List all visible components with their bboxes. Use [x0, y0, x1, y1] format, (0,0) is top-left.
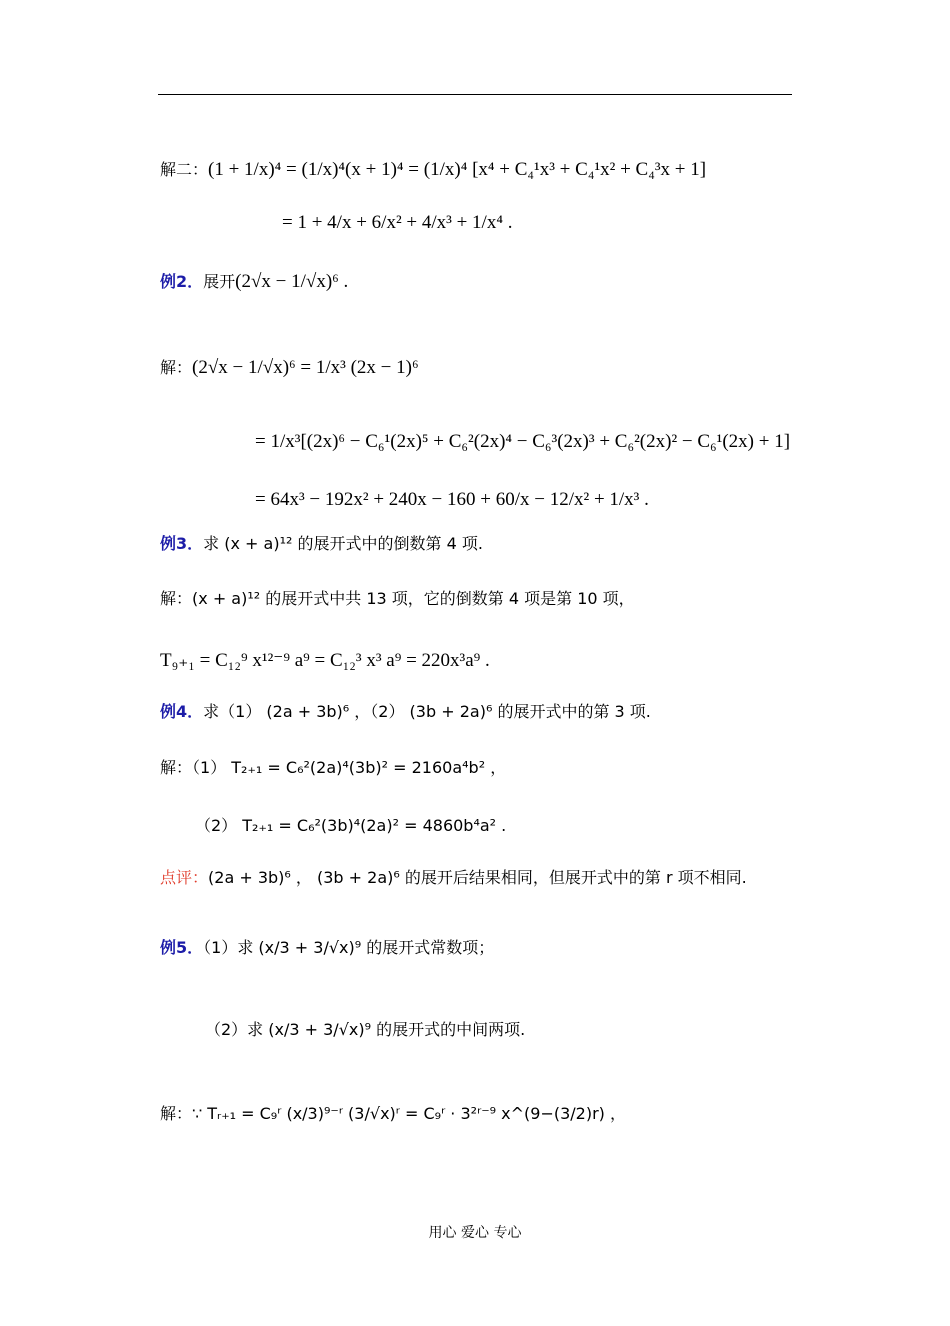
example-5-part-1: 例5．（1）求 (x/3 + 3/√x)⁹ 的展开式常数项；: [160, 938, 495, 957]
example-4-solution-line-2: （2） T₂₊₁ = C₆²(3b)⁴(2a)² = 4860b⁴a² .: [195, 816, 507, 835]
solution-two-line-1: 解二：(1 + 1/x)⁴ = (1/x)⁴(x + 1)⁴ = (1/x)⁴ [x⁴ + C₄¹x³ + C₄¹x² + C₄³x + 1]: [160, 159, 707, 180]
header-rule: [158, 94, 792, 95]
example-3-solution-line-2: T₉₊₁ = C₁₂⁹ x¹²⁻⁹ a⁹ = C₁₂³ x³ a⁹ = 220x³a⁹ .: [160, 650, 490, 671]
example-5-part-2: （2）求 (x/3 + 3/√x)⁹ 的展开式的中间两项.: [205, 1020, 526, 1039]
example-2-heading: 例2．展开(2√x − 1/√x)⁶ .: [160, 271, 349, 292]
example-4-solution-line-1: 解：（1） T₂₊₁ = C₆²(2a)⁴(3b)² = 2160a⁴b² ，: [160, 758, 507, 777]
example-5-solution-line: 解：∵ Tᵣ₊₁ = C₉ʳ (x/3)⁹⁻ʳ (3/√x)ʳ = C₉ʳ · 3²ʳ⁻⁹ x^(9−(3/2)r) ，: [160, 1104, 627, 1123]
example-2-solution-line-1: 解：(2√x − 1/√x)⁶ = 1/x³ (2x − 1)⁶: [160, 357, 419, 378]
page-footer: 用心 爱心 专心: [428, 1225, 522, 1241]
example-4-heading: 例4．求（1） (2a + 3b)⁶ ，（2） (3b + 2a)⁶ 的展开式中的第 3 项.: [160, 702, 651, 721]
example-3-heading: 例3．求 (x + a)¹² 的展开式中的倒数第 4 项.: [160, 534, 483, 553]
example-2-solution-line-3: = 64x³ − 192x² + 240x − 160 + 60/x − 12/x² + 1/x³ .: [255, 489, 649, 510]
comment-line: 点评：(2a + 3b)⁶ ， (3b + 2a)⁶ 的展开后结果相同，但展开式中的第 r 项不相同.: [160, 868, 747, 887]
solution-two-line-2: = 1 + 4/x + 6/x² + 4/x³ + 1/x⁴ .: [282, 212, 513, 233]
example-3-solution-line-1: 解：(x + a)¹² 的展开式中共 13 项，它的倒数第 4 项是第 10 项，: [160, 589, 635, 608]
example-2-solution-line-2: = 1/x³[(2x)⁶ − C₆¹(2x)⁵ + C₆²(2x)⁴ − C₆³(2x)³ + C₆²(2x)² − C₆¹(2x) + 1]: [255, 431, 791, 452]
